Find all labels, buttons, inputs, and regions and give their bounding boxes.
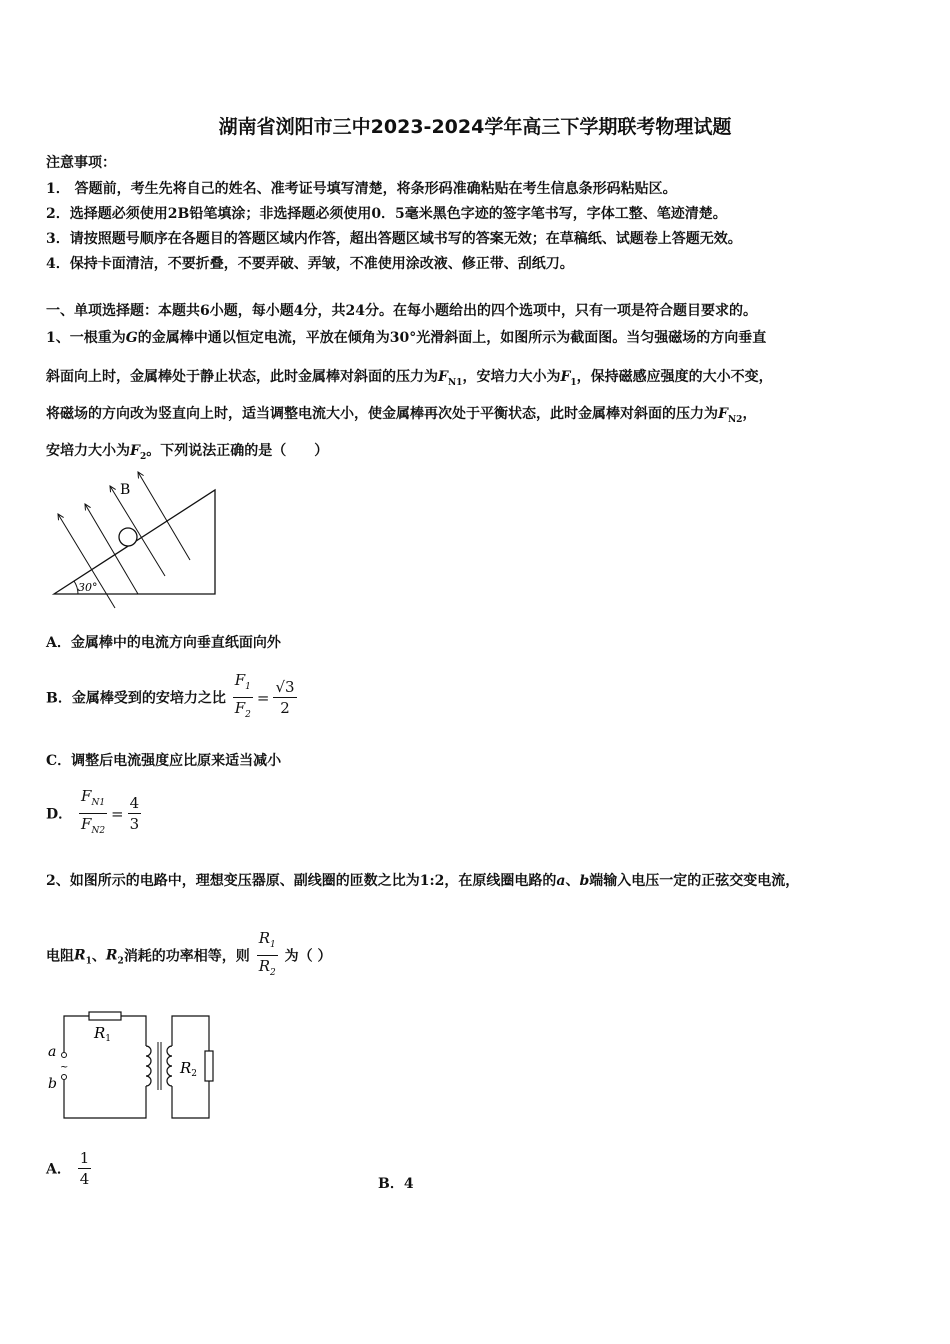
label-r1: $R_1$ <box>94 1024 112 1044</box>
field-line <box>110 486 165 576</box>
resistor-r1 <box>89 1012 121 1020</box>
option-d[interactable]: D． $\frac{F_{N1}}{F_{N2}}$ = $\frac{4}{3}$ <box>46 786 143 841</box>
option-c[interactable]: C．调整后电流强度应比原来适当减小 <box>46 753 282 769</box>
primary-wire <box>121 1016 146 1046</box>
primary-wire <box>64 1016 89 1052</box>
label-a: a <box>48 1044 57 1060</box>
question-2-line: 电阻$R_1$、$R_2$消耗的功率相等，则 $\frac{R_1}{R_2}$ 为（ ） <box>46 928 331 983</box>
notice-item: 2．选择题必须使用2B铅笔填涂；非选择题必须使用0．5毫米黑色字迹的签字笔书写，字体工整、笔迹清楚。 <box>46 206 727 222</box>
question-1-line: 1、一根重为G的金属棒中通以恒定电流，平放在倾角为30°光滑斜面上，如图所示为截面图。当匀强磁场的方向垂直 <box>46 330 767 346</box>
fraction: $\frac{4}{3}$ <box>129 794 140 833</box>
terminal-a <box>62 1053 67 1058</box>
label-b: b <box>48 1076 57 1092</box>
question-2-line: 2、如图所示的电路中，理想变压器原、副线圈的匝数之比为1:2，在原线圈电路的a、b端输入电压一定的正弦交变电流， <box>46 873 800 889</box>
transformer-circuit <box>44 1008 219 1126</box>
option-b[interactable]: B．金属棒受到的安培力之比 $\frac{F_1}{F_2}$ = $\frac{√3}{2}$ <box>46 670 299 725</box>
fraction: $\frac{R_1}{R_2}$ <box>258 929 276 978</box>
label-r2: $R_2$ <box>180 1059 198 1079</box>
secondary-coil <box>167 1046 172 1086</box>
question-1-line: 安培力大小为$F_2$。下列说法正确的是（ ） <box>46 443 329 462</box>
notice-item: 1． 答题前，考生先将自己的姓名、准考证号填写清楚，将条形码准确粘贴在考生信息条形码粘贴区。 <box>46 181 677 197</box>
angle-label: 30° <box>78 581 98 594</box>
page-title: 湖南省浏阳市三中2023-2024学年高三下学期联考物理试题 <box>218 116 732 138</box>
section-heading: 一、单项选择题：本题共6小题，每小题4分，共24分。在每小题给出的四个选项中，只有一项是符合题目要求的。 <box>46 303 757 319</box>
question-1-line: 斜面向上时，金属棒处于静止状态，此时金属棒对斜面的压力为$F_{N1}$，安培力大小为$F_1$，保持磁感应强度的大小不变， <box>46 369 773 388</box>
secondary-wire <box>172 1081 209 1118</box>
question-1-line: 将磁场的方向改为竖直向上时，适当调整电流大小，使金属棒再次处于平衡状态，此时金属棒对斜面的压力为$F_{N2}$， <box>46 406 757 425</box>
option-b[interactable]: B．4 <box>378 1176 414 1192</box>
fraction: $\frac{F_{N1}}{F_{N2}}$ <box>81 787 106 836</box>
notice-item: 4．保持卡面清洁，不要折叠，不要弄破、弄皱，不准使用涂改液、修正带、刮纸刀。 <box>46 256 574 272</box>
secondary-wire <box>172 1016 209 1051</box>
resistor-r2 <box>205 1051 213 1081</box>
fraction: $\frac{1}{4}$ <box>79 1149 90 1188</box>
metal-rod <box>119 528 137 546</box>
fraction: $\frac{F_1}{F_2}$ <box>234 671 251 720</box>
incline-figure <box>50 470 220 610</box>
primary-coil <box>146 1046 151 1086</box>
notice-item: 3．请按照题号顺序在各题目的答题区域内作答，超出答题区域书写的答案无效；在草稿纸、试题卷上答题无效。 <box>46 231 742 247</box>
terminal-b <box>62 1075 67 1080</box>
primary-wire <box>64 1080 146 1118</box>
option-a[interactable]: A．金属棒中的电流方向垂直纸面向外 <box>46 635 281 651</box>
option-a[interactable]: A． $\frac{1}{4}$ <box>46 1149 90 1188</box>
fraction: $\frac{√3}{2}$ <box>275 678 295 717</box>
field-label: B <box>120 482 131 498</box>
ac-source-symbol: ~ <box>60 1062 69 1073</box>
notice-heading: 注意事项： <box>46 155 116 171</box>
field-line <box>138 472 190 560</box>
